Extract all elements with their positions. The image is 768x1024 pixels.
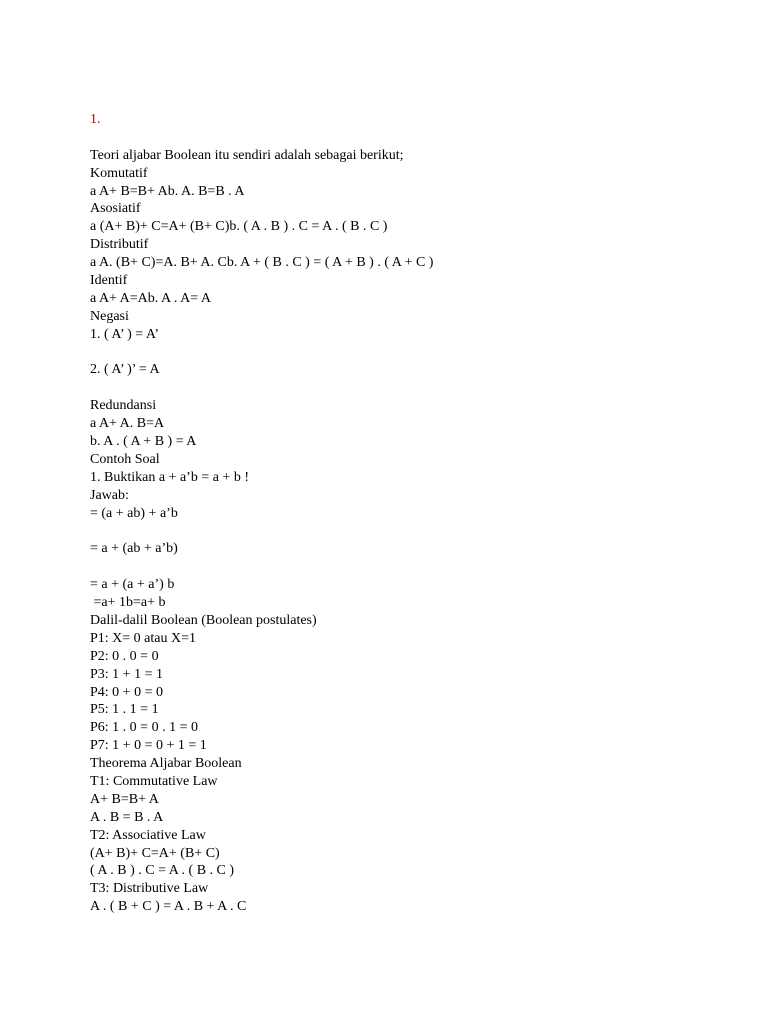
blank-line: [90, 344, 710, 362]
text-line: = (a + ab) + a’b: [90, 505, 178, 521]
text-line: Theorema Aljabar Boolean: [90, 756, 242, 772]
text-line: Distributif: [90, 237, 149, 253]
text-line: Redundansi: [90, 398, 157, 414]
text-line: P7: 1 + 0 = 0 + 1 = 1: [90, 738, 207, 754]
text-line: a A+ B=B+ Ab. A. B=B . A: [90, 183, 245, 199]
text-line: T1: Commutative Law: [90, 773, 218, 789]
text-line: Teori aljabar Boolean itu sendiri adalah sebagai berikut;: [90, 147, 404, 163]
text-line: P1: X= 0 atau X=1: [90, 630, 197, 646]
blank-line: [90, 129, 710, 147]
text-line: =a+ 1b=a+ b: [90, 595, 166, 611]
text-line: = a + (ab + a’b): [90, 541, 178, 557]
blank-line: [90, 522, 710, 540]
text-line: ( A . B ) . C = A . ( B . C ): [90, 863, 235, 879]
text-line: P6: 1 . 0 = 0 . 1 = 0: [90, 720, 198, 736]
text-line: (A+ B)+ C=A+ (B+ C): [90, 845, 220, 861]
text-line: Identif: [90, 273, 128, 289]
text-line: P2: 0 . 0 = 0: [90, 648, 159, 664]
text-line: a A+ A=Ab. A . A= A: [90, 290, 211, 306]
text-line: b. A . ( A + B ) = A: [90, 434, 197, 450]
text-line: P5: 1 . 1 = 1: [90, 702, 159, 718]
text-line: Negasi: [90, 308, 129, 324]
blank-line: [90, 558, 710, 576]
text-line: A . ( B + C ) = A . B + A . C: [90, 899, 247, 915]
text-line: a (A+ B)+ C=A+ (B+ C)b. ( A . B ) . C = A . ( B . C ): [90, 219, 388, 235]
text-line: T2: Associative Law: [90, 827, 206, 843]
text-line: 1. Buktikan a + a’b = a + b !: [90, 469, 249, 485]
text-line: T3: Distributive Law: [90, 881, 209, 897]
text-line: Komutatif: [90, 165, 148, 181]
text-line: 2. ( A’ )’ = A: [90, 362, 160, 378]
text-line: Asosiatif: [90, 201, 141, 217]
blank-line: [90, 379, 710, 397]
document-body: [90, 111, 710, 916]
text-line: Dalil-dalil Boolean (Boolean postulates): [90, 612, 317, 628]
text-line: a A+ A. B=A: [90, 416, 165, 432]
text-line: 1.: [90, 112, 101, 127]
text-line: A+ B=B+ A: [90, 791, 159, 807]
text-line: A . B = B . A: [90, 809, 164, 825]
text-line: P4: 0 + 0 = 0: [90, 684, 163, 700]
text-line: 1. ( A’ ) = A’: [90, 326, 160, 342]
text-line: Jawab:: [90, 487, 129, 503]
text-line: P3: 1 + 1 = 1: [90, 666, 163, 682]
text-line: a A. (B+ C)=A. B+ A. Cb. A + ( B . C ) = ( A + B ) . ( A + C ): [90, 255, 434, 271]
text-line: = a + (a + a’) b: [90, 577, 175, 593]
text-line: Contoh Soal: [90, 451, 160, 467]
